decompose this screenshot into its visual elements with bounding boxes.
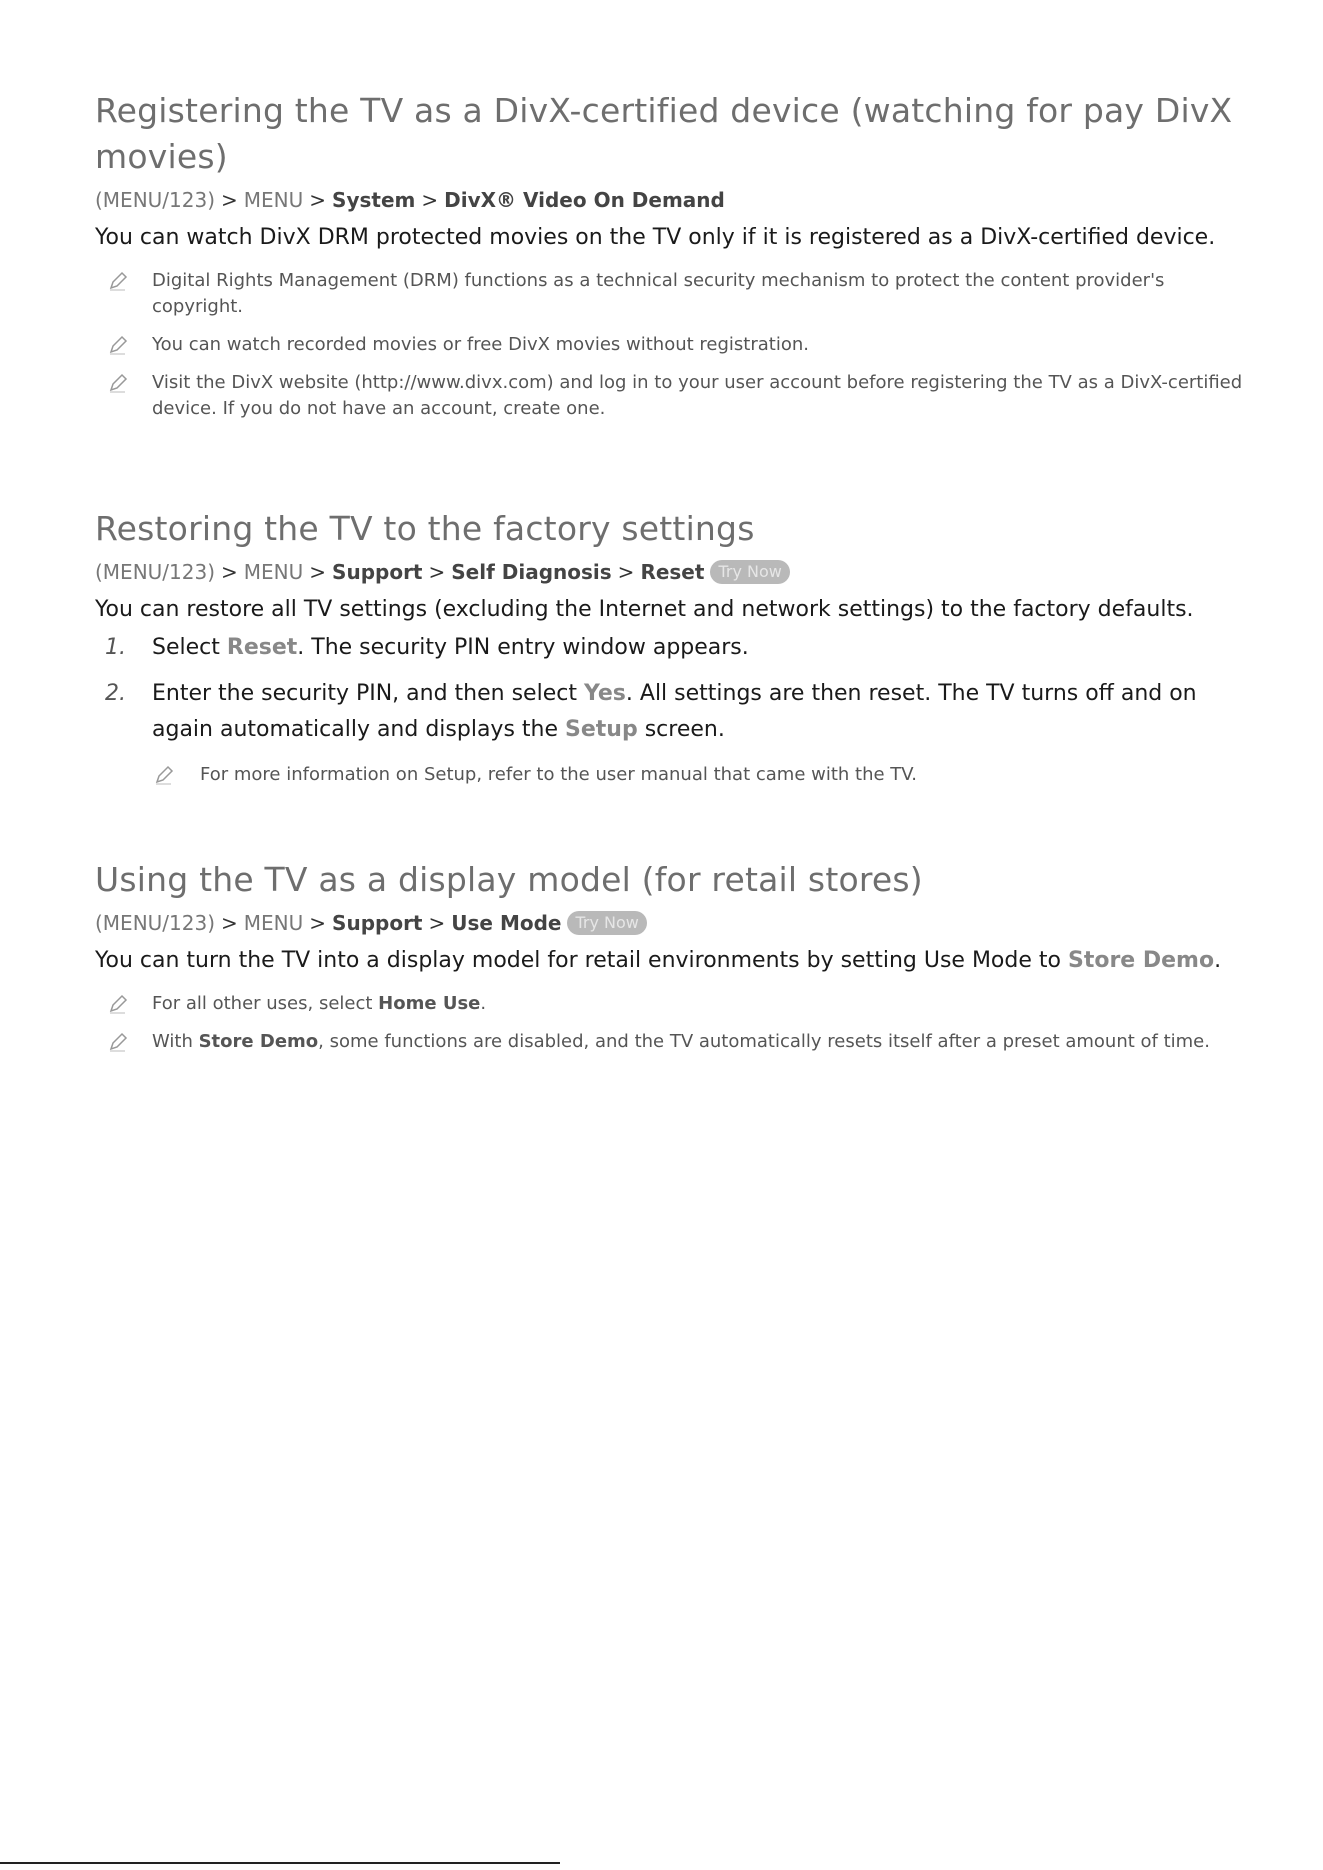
chevron-right-icon: > bbox=[309, 560, 327, 584]
pencil-icon bbox=[153, 764, 175, 786]
chevron-right-icon: > bbox=[309, 911, 327, 935]
ui-term: Home Use bbox=[378, 993, 481, 1014]
step-text: screen. bbox=[637, 717, 725, 742]
note bbox=[95, 268, 1245, 320]
note bbox=[95, 332, 1245, 358]
menu-path bbox=[95, 186, 1245, 214]
note-text: , some functions are disabled, and the TV automatically resets itself after a preset amount of time. bbox=[318, 1031, 1210, 1052]
chevron-right-icon: > bbox=[221, 188, 238, 212]
path-item: (MENU/123) bbox=[95, 560, 216, 584]
note bbox=[95, 991, 1245, 1017]
menu-path bbox=[95, 558, 1245, 586]
pencil-icon bbox=[107, 993, 129, 1015]
note-text: Digital Rights Management (DRM) functions as a technical security mechanism to protect the content provider's copyright. bbox=[152, 270, 1165, 317]
note-text: . bbox=[480, 993, 487, 1014]
path-item: MENU bbox=[243, 911, 304, 935]
step-text: . All settings are then reset. The TV turns off and on again automatically and displays the bbox=[152, 681, 1197, 742]
body-text bbox=[95, 945, 1245, 977]
chevron-right-icon: > bbox=[221, 911, 238, 935]
chevron-right-icon: > bbox=[428, 560, 446, 584]
note-text: For more information on bbox=[200, 764, 424, 785]
note-text: With bbox=[152, 1031, 199, 1052]
section-use-mode bbox=[95, 857, 1245, 1055]
note-text: You can watch recorded movies or free DivX movies without registration. bbox=[152, 334, 809, 355]
chevron-right-icon: > bbox=[421, 188, 439, 212]
chevron-right-icon: > bbox=[221, 560, 238, 584]
note-text: , refer to the user manual that came with the TV. bbox=[476, 764, 917, 785]
pencil-icon bbox=[107, 372, 129, 394]
note bbox=[95, 762, 1245, 788]
section-title: Registering the TV as a DivX-certified device (watching for pay DivX movies) bbox=[95, 91, 1233, 176]
chevron-right-icon: > bbox=[428, 911, 446, 935]
ui-term: Yes bbox=[583, 681, 626, 706]
path-item: MENU bbox=[243, 560, 304, 584]
step-text: Enter the security PIN, and then select bbox=[152, 681, 584, 706]
path-item: Self Diagnosis bbox=[451, 560, 612, 584]
pencil-icon bbox=[107, 1031, 129, 1053]
menu-path bbox=[95, 909, 1245, 937]
body-text-part: You can turn the TV into a display model for retail environments by setting Use Mode to bbox=[95, 948, 1068, 973]
ui-term: Store Demo bbox=[1067, 948, 1215, 973]
ui-term: Setup bbox=[423, 764, 477, 785]
path-item: Support bbox=[332, 560, 423, 584]
path-item: MENU bbox=[243, 188, 304, 212]
step-number: 2. bbox=[105, 681, 126, 706]
section-divx-registration bbox=[95, 88, 1245, 422]
step bbox=[95, 630, 1245, 666]
ui-term: Store Demo bbox=[198, 1031, 319, 1052]
body-text: You can restore all TV settings (excluding the Internet and network settings) to the factory defaults. bbox=[95, 597, 1194, 622]
pencil-icon bbox=[107, 270, 129, 292]
path-item: Support bbox=[332, 911, 423, 935]
chevron-right-icon: > bbox=[309, 188, 327, 212]
section-factory-reset bbox=[95, 506, 1245, 788]
step bbox=[95, 676, 1245, 748]
note-text: Visit the DivX website (http://www.divx.com) and log in to your user account before registering the TV as a DivX-certified device. If you do not have an account, create one. bbox=[152, 372, 1243, 419]
body-text: You can watch DivX DRM protected movies on the TV only if it is registered as a DivX-certified device. bbox=[95, 225, 1216, 250]
try-now-button[interactable]: Try Now bbox=[710, 560, 789, 584]
path-item: (MENU/123) bbox=[95, 188, 216, 212]
ui-term: Setup bbox=[565, 717, 638, 742]
try-now-button[interactable]: Try Now bbox=[567, 911, 646, 935]
chevron-right-icon: > bbox=[617, 560, 635, 584]
step-text: . The security PIN entry window appears. bbox=[297, 635, 749, 660]
note-text: For all other uses, select bbox=[152, 993, 379, 1014]
footer-rule bbox=[0, 1862, 560, 1864]
path-item: System bbox=[332, 188, 416, 212]
path-item: Reset bbox=[640, 560, 705, 584]
pencil-icon bbox=[107, 334, 129, 356]
step-number: 1. bbox=[105, 635, 126, 660]
path-item: (MENU/123) bbox=[95, 911, 216, 935]
section-title: Using the TV as a display model (for retail stores) bbox=[95, 860, 923, 899]
path-item: Use Mode bbox=[451, 911, 562, 935]
note bbox=[95, 1029, 1245, 1055]
step-text: Select bbox=[152, 635, 227, 660]
section-title: Restoring the TV to the factory settings bbox=[95, 509, 755, 548]
note bbox=[95, 370, 1245, 422]
body-text-part: . bbox=[1214, 948, 1222, 973]
ui-term: Reset bbox=[226, 635, 298, 660]
path-item: DivX® Video On Demand bbox=[444, 188, 725, 212]
